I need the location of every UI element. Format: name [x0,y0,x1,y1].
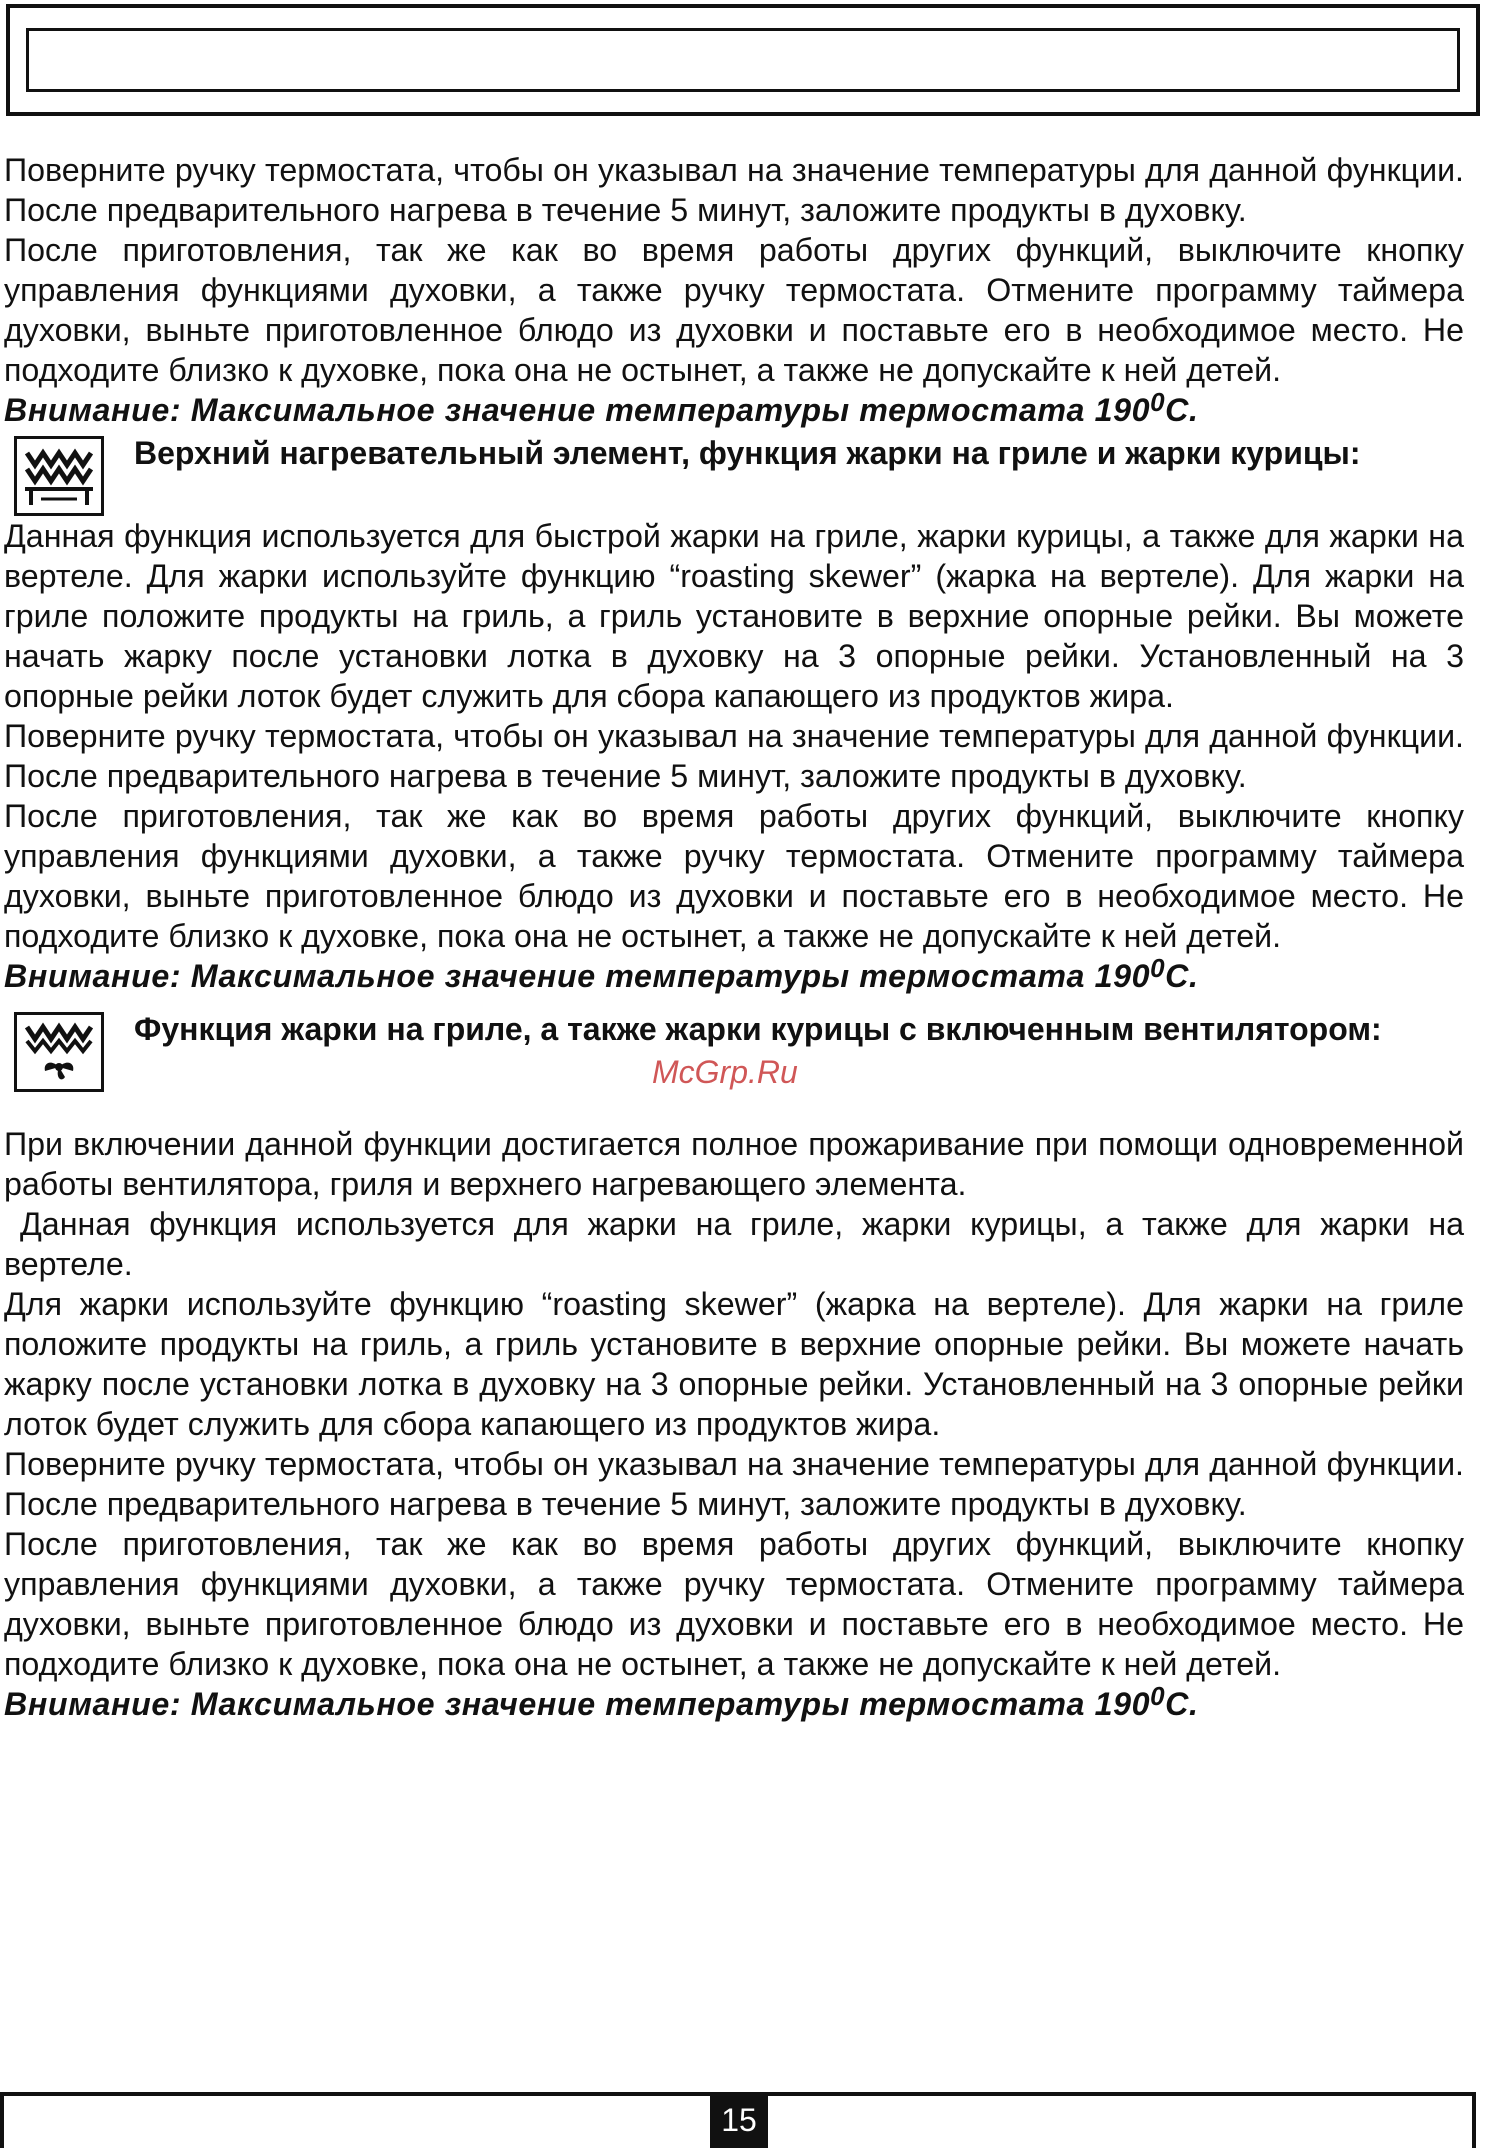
page-number: 15 [710,2092,768,2148]
section1-paragraph-1: Данная функция используется для быстрой жарки на гриле, жарки курицы, а также для жарки на вертеле. Для жарки используйте функцию “roasting skewer” (жарка на вертеле). Для жарки на гриле положите продукты на гриль, а гриль установите в верхние опорные рейки. Вы можете начать жарку после установки лотка в духовку на 3 опорные рейки. Установленный на 3 опорные рейки лоток будет служить для сбора капающего из продуктов жира. [4,518,1464,714]
header-title-box [26,28,1460,92]
footer-right-line [1472,2092,1476,2148]
section2-gap [4,1092,1464,1124]
section1-paragraph-2: Поверните ручку термостата, чтобы он указывал на значение температуры для данной функции. После предварительного нагрева в течение 5 минут, заложите продукты в духовку. [4,718,1464,794]
section2-warning: Внимание: Максимальное значение температуры термостата $190^0С$. [4,1681,1199,1722]
top-grill-icon [14,436,104,516]
section2-paragraph-5: После приготовления, так же как во время работы других функций, выключите кнопку управления функциями духовки, а также ручку термостата. Отмените программу таймера духовки, выньте приготовленное блюдо из духовки и поставьте его в необходимое место. Не подходите близко к духовке, пока она не остынет, а также не допускайте к ней детей. [4,1526,1464,1682]
watermark: McGrp.Ru [652,1054,798,1090]
section1-heading [4,434,1464,516]
section2-paragraph-2: Данная функция используется для жарки на гриле, жарки курицы, а также для жарки на вертеле. [4,1206,1464,1282]
intro-paragraph-1: Поверните ручку термостата, чтобы он указывал на значение температуры для данной функции. После предварительного нагрева в течение 5 минут, заложите продукты в духовку. [4,152,1464,228]
section1-paragraph-3: После приготовления, так же как во время работы других функций, выключите кнопку управления функциями духовки, а также ручку термостата. Отмените программу таймера духовки, выньте приготовленное блюдо из духовки и поставьте его в необходимое место. Не подходите близко к духовке, пока она не остынет, а также не допускайте к ней детей. [4,798,1464,954]
section2-paragraph-4: Поверните ручку термостата, чтобы он указывал на значение температуры для данной функции. После предварительного нагрева в течение 5 минут, заложите продукты в духовку. [4,1446,1464,1522]
section2-title: Функция жарки на гриле, а также жарки курицы с включенным вентилятором: [134,1011,1382,1047]
footer-bar [0,2088,1488,2153]
footer-left-line [0,2092,4,2148]
intro-paragraph-2: После приготовления, так же как во время работы других функций, выключите кнопку управления функциями духовки, а также ручку термостата. Отмените программу таймера духовки, выньте приготовленное блюдо из духовки и поставьте его в необходимое место. Не подходите близко к духовке, пока она не остынет, а также не допускайте к ней детей. [4,232,1464,388]
section2-paragraph-1: При включении данной функции достигается полное прожаривание при помощи одновременной работы вентилятора, гриля и верхнего нагревающего элемента. [4,1126,1464,1202]
section1-title: Верхний нагревательный элемент, функция жарки на гриле и жарки курицы: [134,435,1361,471]
page-content [4,150,1464,1724]
fan-grill-icon [14,1012,104,1092]
intro-warning: Внимание: Максимальное значение температуры термостата $190^0С$. [4,387,1199,428]
section1-warning: Внимание: Максимальное значение температуры термостата $190^0С$. [4,953,1199,994]
header-frame [6,4,1480,116]
section2-paragraph-3: Для жарки используйте функцию “roasting skewer” (жарка на вертеле). Для жарки на гриле положите продукты на гриль, а гриль установите в верхние опорные рейки. Вы можете начать жарку после установки лотка в духовку на 3 опорные рейки. Установленный на 3 опорные рейки лоток будет служить для сбора капающего из продуктов жира. [4,1286,1464,1442]
